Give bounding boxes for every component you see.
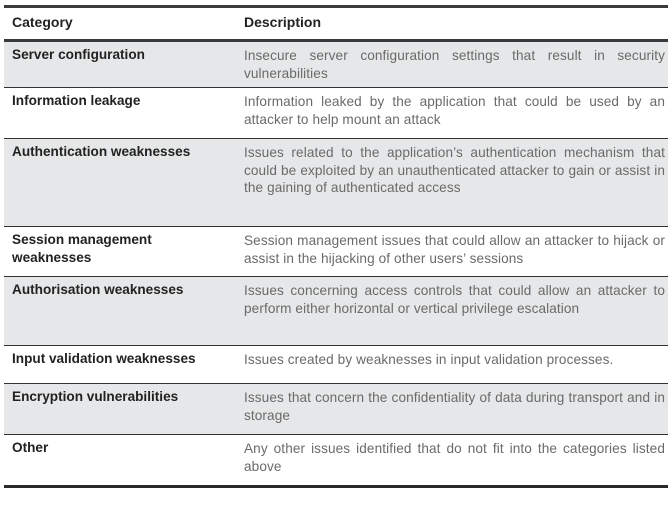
header-category: Category: [4, 7, 236, 41]
table-row: [4, 346, 668, 384]
vulnerability-category-table-wrapper: [4, 5, 668, 488]
row-category: Server configuration: [12, 47, 145, 62]
table-row: [4, 384, 668, 435]
row-category: Authentication weaknesses: [12, 144, 191, 159]
row-category: Information leakage: [12, 93, 141, 108]
table-header: [4, 7, 668, 41]
vulnerability-category-table: [4, 5, 668, 488]
table-row: [4, 139, 668, 227]
header-description: Description: [236, 7, 668, 41]
header-row: [4, 7, 668, 41]
table-row: [4, 88, 668, 139]
row-description: Session management issues that could allow an attacker to hijack or assist in the hijacking of other users’ sessions: [244, 233, 665, 266]
row-description: Issues that concern the confidentiality of data during transport and in storage: [244, 390, 665, 423]
row-description: Any other issues identified that do not fit into the categories listed above: [244, 441, 665, 474]
table-row: [4, 435, 668, 487]
table-body: [4, 41, 668, 487]
row-description: Issues created by weaknesses in input validation processes.: [244, 352, 614, 367]
table-row: [4, 277, 668, 346]
row-category: Session management weaknesses: [12, 232, 152, 265]
row-category: Other: [12, 440, 49, 455]
table-row: [4, 227, 668, 277]
row-category: Input validation weaknesses: [12, 351, 196, 366]
row-description: Insecure server configuration settings that result in security vulnerabilities: [244, 48, 665, 81]
row-description: Issues related to the application’s authentication mechanism that could be exploited by an unauthenticated attacker to gain or assist in the gaining of authenticated access: [244, 145, 665, 195]
row-description: Information leaked by the application that could be used by an attacker to help mount an attack: [244, 94, 665, 127]
table-row: [4, 41, 668, 88]
row-category: Authorisation weaknesses: [12, 282, 184, 297]
row-category: Encryption vulnerabilities: [12, 389, 179, 404]
row-description: Issues concerning access controls that could allow an attacker to perform either horizontal or vertical privilege escalation: [244, 283, 665, 316]
